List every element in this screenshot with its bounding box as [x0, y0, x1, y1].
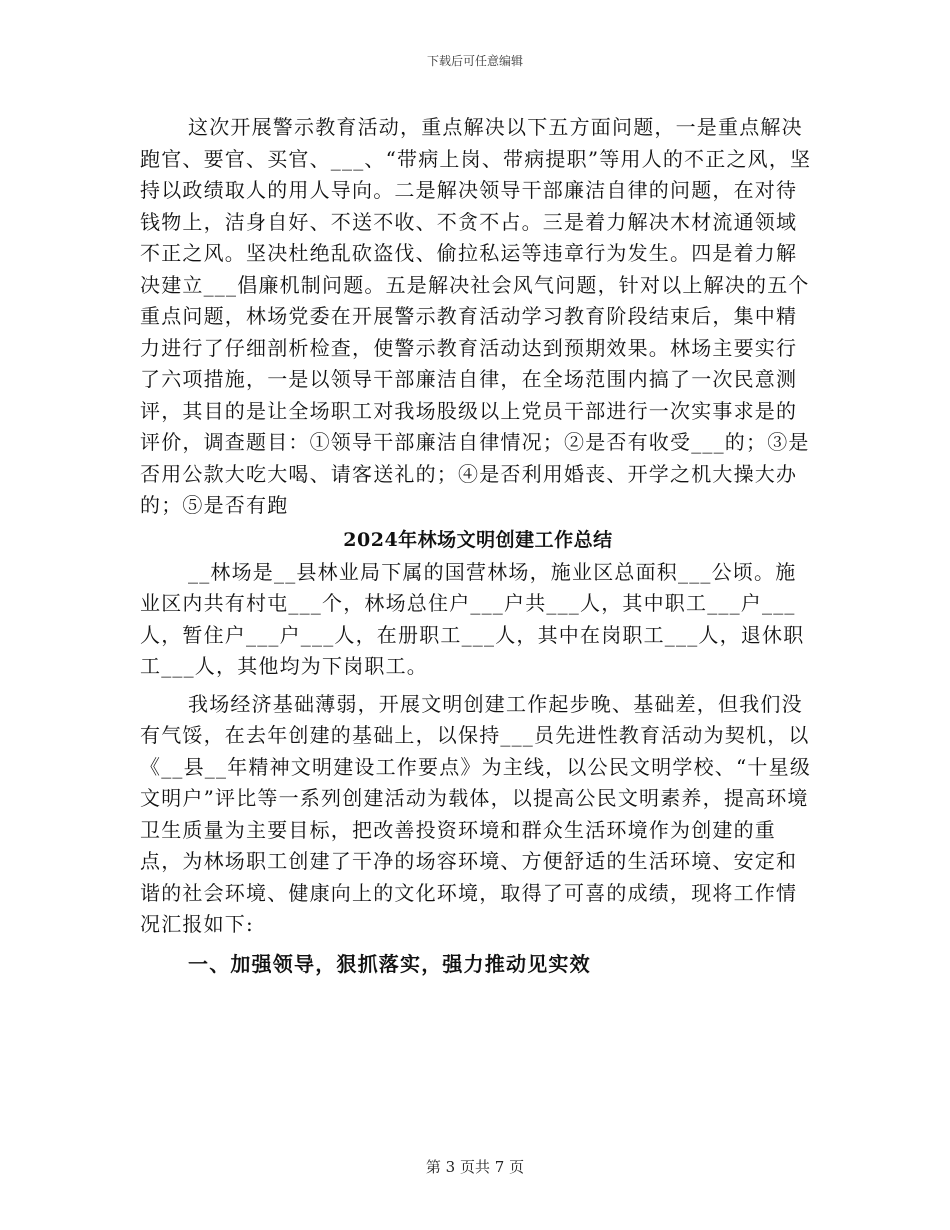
subheading-strengthen-leadership: 一、加强领导，狠抓落实，强力推动见实效 — [188, 951, 591, 976]
paragraph-civilization-work: 我场经济基础薄弱，开展文明创建工作起步晚、基础差，但我们没有气馁，在去年创建的基础上，以保持___员先进性教育活动为契机，以《__县__年精神文明建设工作要点》为主线，以公民文明学校、“十星级文明户”评比等一系列创建活动为载体，以提高公民文明素养，提高环境卫生质量为主要目标，把改善投资环境和群众生活环境作为创建的重点，为林场职工创建了干净的场容环境、方便舒适的生活环境、安定和谐的社会环境、健康向上的文化环境，取得了可喜的成绩，现将工作情况汇报如下: — [140, 691, 812, 936]
paragraph-warning-education: 这次开展警示教育活动，重点解决以下五方面问题，一是重点解决跑官、要官、买官、___、“带病上岗、带病提职”等用人的不正之风，坚持以政绩取人的用人导向。二是解决领导干部廉洁自律的问题，在对待钱物上，洁身自好、不送不收、不贪不占。三是着力解决木材流通领域不正之风。坚决杜绝乱砍盗伐、偷拉私运等违章行为发生。四是着力解决建立___倡廉机制问题。五是解决社会风气问题，针对以上解决的五个重点问题，林场党委在开展警示教育活动学习教育阶段结束后，集中精力进行了仔细剖析检查，使警示教育活动达到预期效果。林场主要实行了六项措施，一是以领导干部廉洁自律，在全场范围内搞了一次民意测评，其目的是让全场职工对我场股级以上党员干部进行一次实事求是的评价，调查题目：①领导干部廉洁自律情况；②是否有收受___的；③是否用公款大吃大喝、请客送礼的；④是否利用婚丧、开学之机大操大办的；⑤是否有跑 — [140, 115, 812, 517]
section-title: 2024年林场文明创建工作总结 — [343, 528, 613, 551]
page-number: 第 3 页共 7 页 — [425, 1158, 525, 1176]
document-body — [140, 112, 816, 983]
page-header-note: 下载后可任意编辑 — [426, 54, 523, 68]
paragraph-forest-farm-overview: __林场是__县林业局下属的国营林场，施业区总面积___公顷。施业区内共有村屯___个，林场总住户___户共___人，其中职工___户___人，暂住户___户___人，在册职工___人，其中在岗职工___人，退休职工___人，其他均为下岗职工。 — [140, 559, 805, 678]
